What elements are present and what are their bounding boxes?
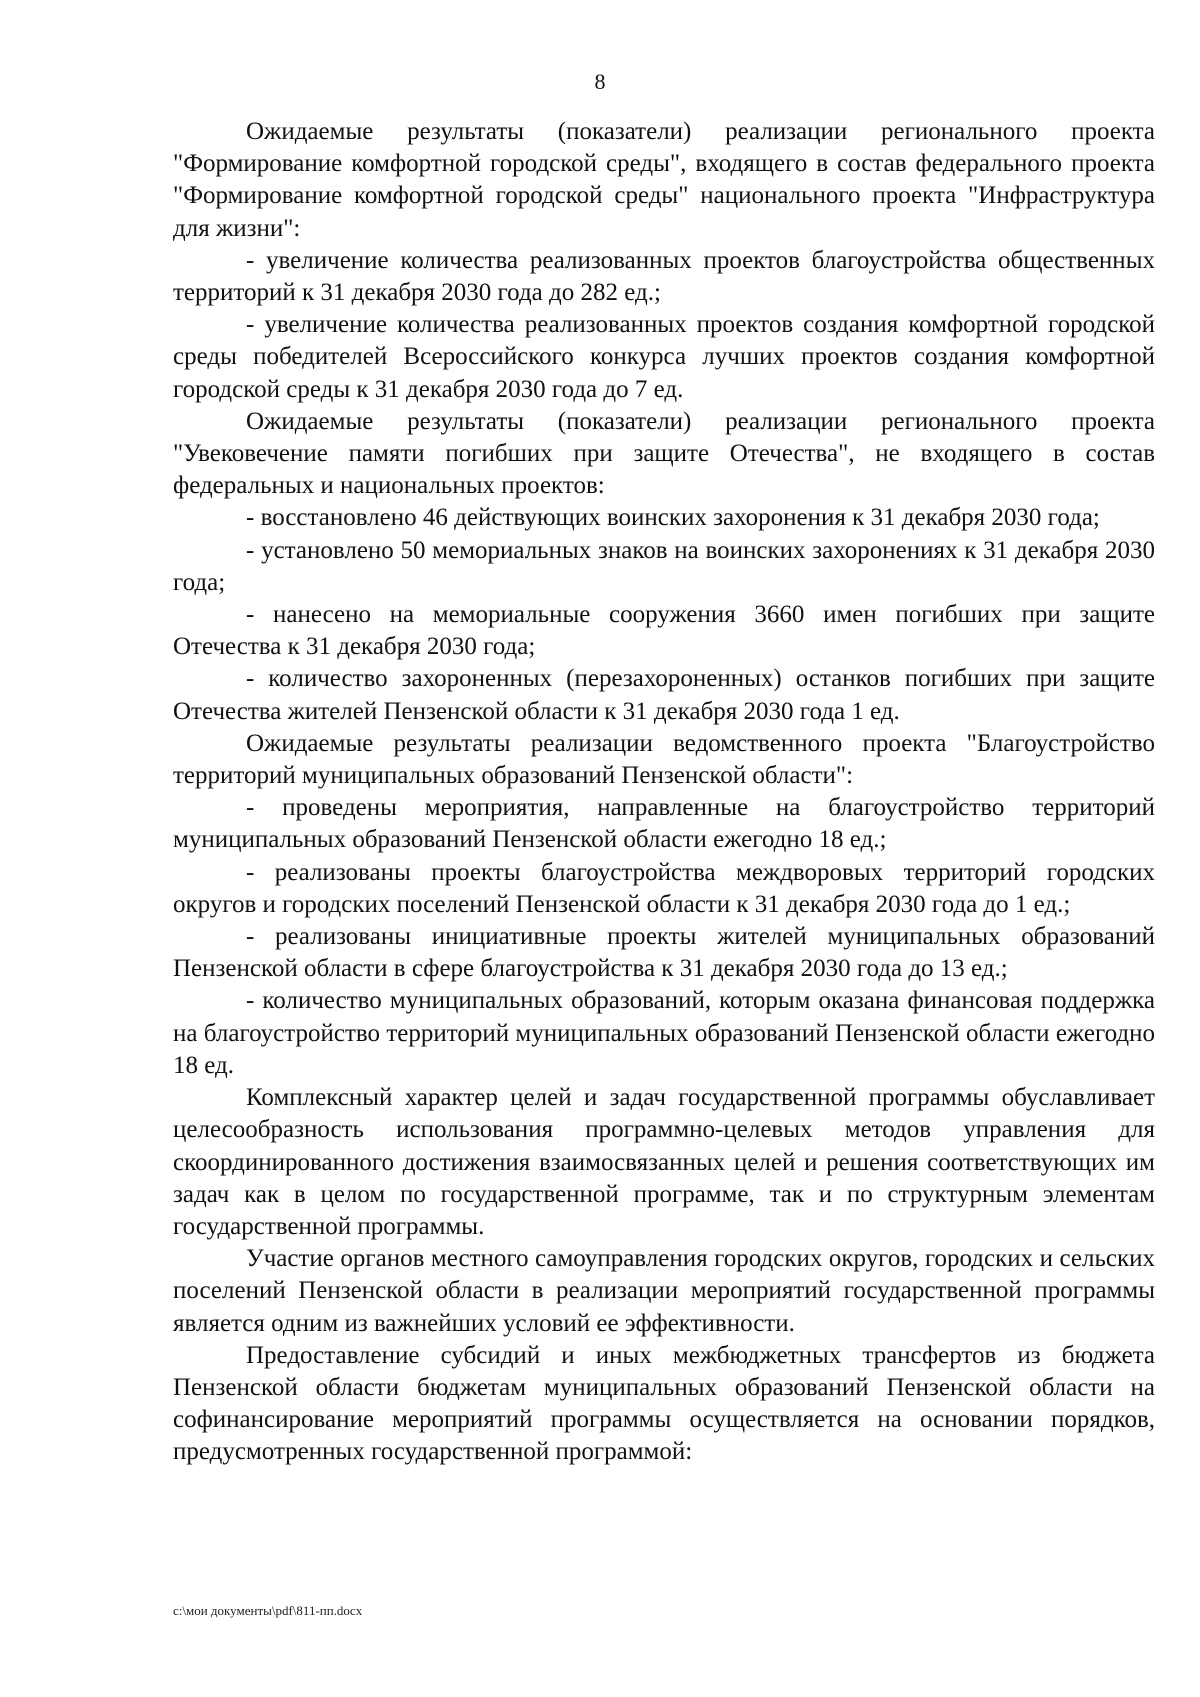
list-item-names-applied: - нанесено на мемориальные сооружения 3660 имен погибших при защите Отечества к 31 декабря 2030 года; — [173, 601, 1155, 661]
list-item-contest-winners: - увеличение количества реализованных проектов создания комфортной городской среды победителей Всероссийского конкурса лучших проектов создания комфортной городской среды к 31 декабря 2030 года до 7 ед. — [173, 311, 1155, 403]
list-item-reburied-remains: - количество захороненных (перезахороненных) останков погибших при защите Отечества жителей Пензенской области к 31 декабря 2030 года 1 ед. — [173, 665, 1155, 725]
paragraph-local-self-government: Участие органов местного самоуправления городских округов, городских и сельских поселений Пензенской области в реализации мероприятий государственной программы является одним из важнейших условий ее эффективности. — [173, 1245, 1155, 1337]
page-number: 8 — [594, 69, 606, 94]
paragraph-subsidies: Предоставление субсидий и иных межбюджетных трансфертов из бюджета Пензенской области бюджетам муниципальных образований Пензенской области на софинансирование мероприятий программы осуществляется на основании порядков, предусмотренных государственной программой: — [173, 1341, 1155, 1466]
paragraph-expected-results-comfortable-environment: Ожидаемые результаты (показатели) реализации регионального проекта "Формирование комфортной городской среды", входящего в состав федерального проекта "Формирование комфортной городской среды" национального проекта "Инфраструктура для жизни": — [173, 118, 1155, 242]
list-item-initiative-projects: - реализованы инициативные проекты жителей муниципальных образований Пензенской области в сфере благоустройства к 31 декабря 2030 года до 13 ед.; — [173, 923, 1155, 983]
list-item-public-territories: - увеличение количества реализованных проектов благоустройства общественных территорий к 31 декабря 2030 года до 282 ед.; — [173, 246, 1155, 307]
list-item-restored-burials: - восстановлено 46 действующих воинских захоронения к 31 декабря 2030 года; — [246, 504, 1100, 532]
list-item-financial-support: - количество муниципальных образований, которым оказана финансовая поддержка на благоустройство территорий муниципальных образований Пензенской области ежегодно 18 ед. — [173, 987, 1155, 1079]
paragraph-expected-results-memory-project: Ожидаемые результаты (показатели) реализации регионального проекта "Увековечение памяти погибших при защите Отечества", не входящего в состав федеральных и национальных проектов: — [173, 407, 1155, 500]
list-item-memorial-signs: - установлено 50 мемориальных знаков на воинских захоронениях к 31 декабря 2030 года; — [173, 536, 1155, 596]
list-item-improvement-activities: - проведены мероприятия, направленные на благоустройство территорий муниципальных образований Пензенской области ежегодно 18 ед.; — [173, 794, 1155, 854]
list-item-interyard-territories: - реализованы проекты благоустройства междворовых территорий городских округов и городских поселений Пензенской области к 31 декабря 2030 года до 1 ед.; — [173, 858, 1155, 918]
paragraph-complex-character: Комплексный характер целей и задач государственной программы обуславливает целесообразность использования программно-целевых методов управления для скоординированного достижения взаимосвязанных целей и решения соответствующих им задач как в целом по государственной программе, так и по структурным элементам государственной программы. — [173, 1084, 1155, 1240]
footer-file-path: c:\мои документы\pdf\811-пп.docx — [173, 1603, 363, 1618]
document-body — [173, 116, 1155, 1469]
paragraph-expected-results-departmental-project: Ожидаемые результаты реализации ведомственного проекта "Благоустройство территорий муниципальных образований Пензенской области": — [173, 729, 1155, 790]
